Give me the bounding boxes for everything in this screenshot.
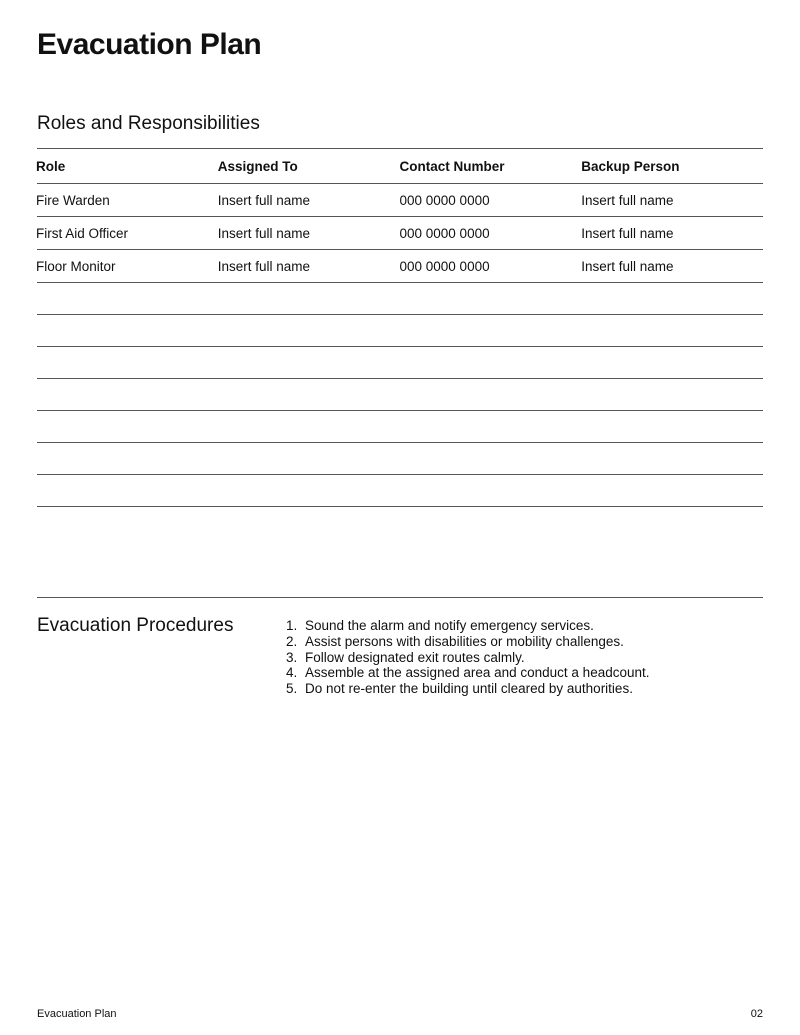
footer-page-number: 02 bbox=[750, 1008, 763, 1020]
procedures-heading: Evacuation Procedures bbox=[37, 615, 234, 636]
backup-person-cell: Insert full name bbox=[581, 225, 674, 241]
step-number: 3. bbox=[286, 649, 298, 665]
roles-table bbox=[37, 148, 763, 507]
contact-number-cell: 000 0000 0000 bbox=[399, 192, 490, 208]
assigned-to-cell: Insert full name bbox=[217, 225, 311, 241]
list-item bbox=[286, 681, 650, 697]
table-row bbox=[37, 217, 763, 250]
step-number: 4. bbox=[286, 665, 298, 681]
page-title: Evacuation Plan bbox=[37, 28, 262, 61]
empty-table-row bbox=[37, 315, 763, 347]
step-text: Do not re-enter the building until cleared by authorities. bbox=[305, 681, 633, 697]
empty-table-row bbox=[37, 443, 763, 475]
empty-table-row bbox=[37, 379, 763, 411]
list-item bbox=[286, 618, 650, 634]
column-header-role: Role bbox=[36, 158, 66, 174]
backup-person-cell: Insert full name bbox=[581, 192, 674, 208]
column-header-assigned-to: Assigned To bbox=[217, 158, 298, 174]
role-cell: Floor Monitor bbox=[36, 258, 116, 274]
footer-document-name: Evacuation Plan bbox=[37, 1008, 117, 1020]
step-text: Sound the alarm and notify emergency services. bbox=[305, 618, 594, 633]
assigned-to-cell: Insert full name bbox=[217, 258, 311, 274]
contact-number-cell: 000 0000 0000 bbox=[399, 258, 490, 274]
procedures-list bbox=[286, 618, 650, 697]
list-item bbox=[286, 634, 650, 650]
list-item bbox=[286, 650, 650, 666]
contact-number-cell: 000 0000 0000 bbox=[399, 225, 490, 241]
assigned-to-cell: Insert full name bbox=[217, 192, 311, 208]
backup-person-cell: Insert full name bbox=[581, 258, 674, 274]
empty-table-row bbox=[37, 347, 763, 379]
roles-heading: Roles and Responsibilities bbox=[37, 113, 260, 134]
role-cell: First Aid Officer bbox=[36, 225, 129, 241]
step-number: 5. bbox=[286, 681, 298, 697]
list-item bbox=[286, 665, 650, 681]
empty-table-row bbox=[37, 283, 763, 315]
column-header-contact-number: Contact Number bbox=[399, 158, 505, 174]
table-header-row bbox=[37, 149, 763, 184]
step-text: Assist persons with disabilities or mobility challenges. bbox=[305, 633, 624, 649]
column-header-backup-person: Backup Person bbox=[581, 158, 680, 174]
table-row bbox=[37, 250, 763, 283]
empty-table-row bbox=[37, 475, 763, 507]
step-number: 1. bbox=[286, 618, 298, 633]
role-cell: Fire Warden bbox=[36, 192, 110, 208]
step-number: 2. bbox=[286, 633, 298, 649]
table-row bbox=[37, 184, 763, 217]
empty-table-row bbox=[37, 411, 763, 443]
section-divider bbox=[37, 597, 763, 598]
step-text: Assemble at the assigned area and conduct a headcount. bbox=[305, 665, 650, 681]
step-text: Follow designated exit routes calmly. bbox=[305, 649, 525, 665]
